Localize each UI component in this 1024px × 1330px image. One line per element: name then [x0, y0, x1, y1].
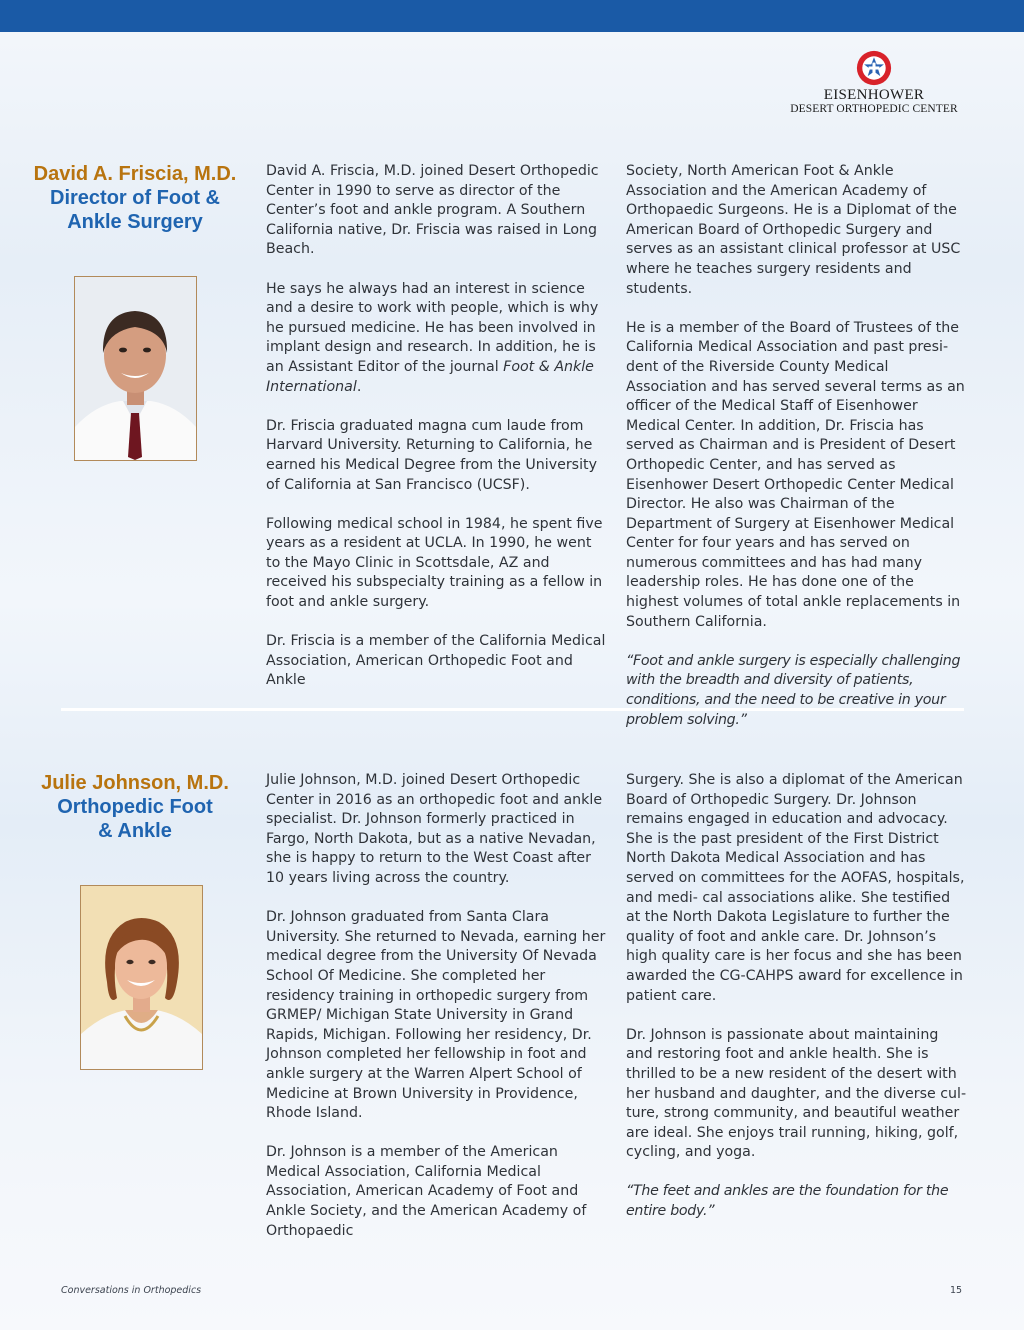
star-cross-emblem-icon — [856, 50, 892, 86]
bio-paragraph: Surgery. She is also a diplomat of the American Board of Orthopedic Surgery. Dr. Johnson remains engaged in education and advocacy. She is the past president of the First District North Dakota Medical Association and has served on committees for the AOFAS, hospitals, and medi- cal associations alike. She testified at the North Dakota Legislature to further the quality of foot and ankle care. Dr. Johnson’s high quality care is her focus and she has been awarded the CG-CAHPS award for excellence in patient care. — [626, 772, 965, 1004]
page-number: 15 — [950, 1285, 963, 1296]
bio-paragraph: He is a member of the Board of Trustees of the California Medical Association and past presi- dent of the Riverside County Medical Association and has served several terms as an officer of the Medical Staff of Eisenhower Medical Center. In addition, Dr. Friscia has served as Chairman and is President of Desert Orthopedic Center, and has served as Eisenhower Desert Orthopedic Center Medical Director. He also was Chairman of the Department of Surgery at Eisenhower Medical Center for four years and has served on numerous committees and has had many leadership roles. He has done one of the highest volumes of total ankle replacements in Southern California. — [626, 319, 965, 630]
bio-paragraph: He says he always had an interest in science and a desire to work with people, which is why he pursued medicine. He has been involved in implant design and research. In addition, he is an Assistant Editor of the journal Foot & Ankle International. — [266, 280, 599, 395]
doctor-title-line2: & Ankle — [98, 820, 172, 842]
doctor-title-line2: Ankle Surgery — [67, 211, 203, 233]
publication-name: Conversations in Orthopedics — [61, 1285, 202, 1296]
logo-subtitle: DESERT ORTHOPEDIC CENTER — [790, 103, 958, 115]
doctor-heading — [22, 162, 248, 234]
bio-column-1 — [266, 771, 608, 1241]
eisenhower-logo — [784, 50, 964, 116]
bio-paragraph: Julie Johnson, M.D. joined Desert Orthopedic Center in 2016 as an orthopedic foot and ankle specialist. Dr. Johnson formerly practiced in Fargo, North Dakota, but as a native Nevadan, she is happy to return to the West Coast after 10 years living across the country. — [266, 772, 603, 886]
bio-paragraph: Dr. Johnson is a member of the American Medical Association, California Medical Association, American Academy of Foot and Ankle Society, and the American Academy of Orthopaedic — [266, 1144, 587, 1239]
top-color-bar — [0, 0, 1024, 32]
doctor-quote: “Foot and ankle surgery is especially challenging with the breadth and diversity of patients, conditions, and the need to be creative in your problem solving.” — [626, 652, 961, 728]
bio-paragraph: Dr. Friscia graduated magna cum laude from Harvard University. Returning to California, he earned his Medical Degree from the University of California at San Francisco (UCSF). — [266, 417, 597, 493]
doctor-heading — [22, 771, 248, 843]
bio-column-2 — [626, 162, 968, 730]
journal-title: Foot & Ankle International — [266, 358, 594, 395]
bio-paragraph: Following medical school in 1984, he spent five years as a resident at UCLA. In 1990, he went to the Mayo Clinic in Scottsdale, AZ and received his subspecialty training as a fellow in foot and ankle surgery. — [266, 515, 603, 611]
bio-column-1 — [266, 162, 608, 691]
bio-paragraph: Dr. Johnson graduated from Santa Clara University. She returned to Nevada, earning her medical degree from the University Of Nevada School Of Medicine. She completed her residency training in orthopedic surgery from GRMEP/ Michigan State University in Grand Rapids, Michigan. Following her residency, Dr. Johnson completed her fellowship in foot and ankle surgery at the Warren Alpert School of Medicine at Brown University in Providence, Rhode Island. — [266, 909, 606, 1122]
portrait-photo — [74, 276, 197, 461]
bio-column-2 — [626, 771, 968, 1222]
bio-paragraph: Dr. Johnson is passionate about maintaining and restoring foot and ankle health. She is thrilled to be a new resident of the desert with her husband and daughter, and the diverse cul- ture, strong community, and beautiful weather are ideal. She enjoys trail running, hiking, golf, cycling, and yoga. — [626, 1026, 967, 1161]
bio-paragraph: David A. Friscia, M.D. joined Desert Orthopedic Center in 1990 to serve as director of the Center’s foot and ankle program. A Southern California native, Dr. Friscia was raised in Long Beach. — [266, 163, 599, 258]
doctor-name: David A. Friscia, M.D. — [33, 163, 237, 185]
section-divider — [61, 708, 964, 711]
bio-paragraph: Dr. Friscia is a member of the California Medical Association, American Orthopedic Foot and Ankle — [266, 633, 606, 689]
logo-name: EISENHOWER — [823, 87, 925, 103]
doctor-quote: “The feet and ankles are the foundation for the entire body.” — [626, 1183, 949, 1220]
bio-paragraph: Society, North American Foot & Ankle Association and the American Academy of Orthopaedic Surgeons. He is a Diplomat of the American Board of Orthopedic Surgery and serves as an assistant clinical professor at USC where he teaches surgery residents and students. — [626, 163, 961, 297]
doctor-title-line1: Director of Foot & — [50, 187, 220, 209]
doctor-name: Julie Johnson, M.D. — [41, 772, 229, 794]
portrait-photo — [80, 885, 203, 1070]
doctor-title-line1: Orthopedic Foot — [57, 796, 213, 818]
